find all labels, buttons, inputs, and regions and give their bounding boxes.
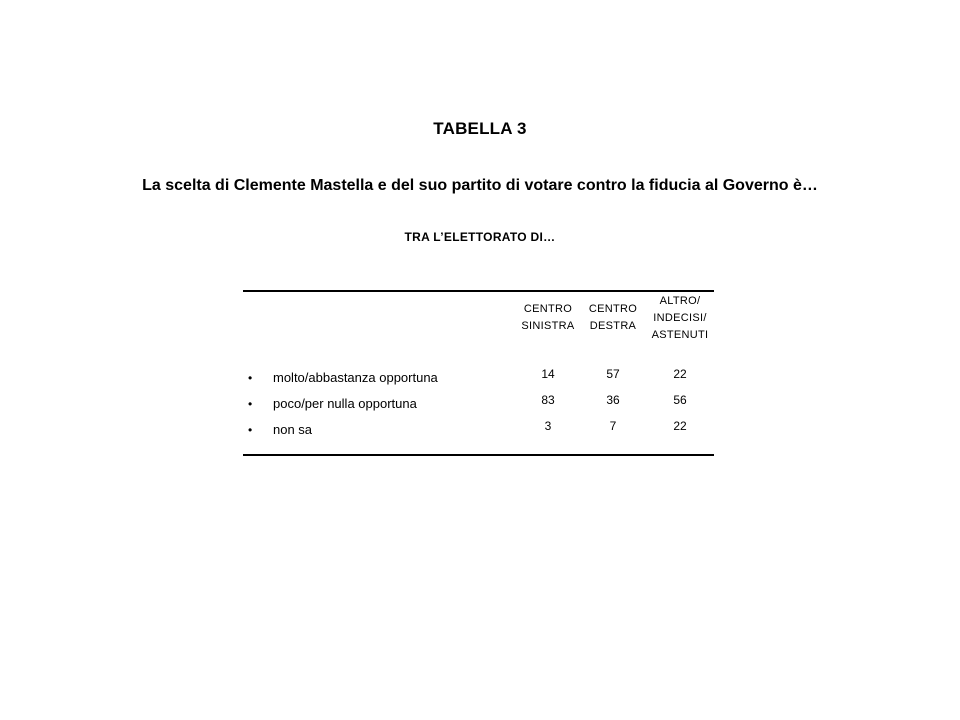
- table-row-label: [243, 370, 438, 386]
- row-label-text: non sa: [273, 422, 313, 437]
- bullet-icon: •: [248, 397, 253, 411]
- table-top-rule: [243, 290, 714, 292]
- table-cell: 14: [541, 367, 555, 381]
- column-header-centro-destra: [578, 301, 648, 335]
- column-header-line: ALTRO/: [659, 295, 701, 307]
- column-header-line: CENTRO: [523, 303, 573, 315]
- section-label: TRA L’ELETTORATO DI…: [404, 230, 556, 244]
- column-header-line: CENTRO: [588, 303, 638, 315]
- bullet-icon: •: [248, 371, 253, 385]
- document-subtitle: La scelta di Clemente Mastella e del suo partito di votare contro la fiducia al Governo è…: [142, 177, 818, 194]
- table-cell: 22: [673, 419, 687, 433]
- results-table: [243, 290, 714, 457]
- column-header-line: SINISTRA: [521, 320, 575, 332]
- table-cell: 36: [606, 393, 620, 407]
- row-label-text: poco/per nulla opportuna: [273, 396, 417, 411]
- table-cell: 22: [673, 367, 687, 381]
- table-cell: 56: [673, 393, 687, 407]
- column-header-line: ASTENUTI: [651, 329, 709, 341]
- document-title: TABELLA 3: [433, 119, 527, 138]
- table-cell: 3: [544, 419, 552, 433]
- table-bottom-rule: [243, 454, 714, 456]
- table-cell: 83: [541, 393, 555, 407]
- bullet-icon: •: [248, 423, 253, 437]
- table-cell: 7: [609, 419, 617, 433]
- row-label-text: molto/abbastanza opportuna: [273, 370, 438, 385]
- column-header-line: INDECISI/: [653, 312, 707, 324]
- table-row-label: [243, 396, 417, 412]
- table-row-label: [243, 422, 312, 438]
- column-header-line: DESTRA: [589, 320, 637, 332]
- table-cell: 57: [606, 367, 620, 381]
- column-header-altro-indecisi-astenuti: [641, 293, 719, 344]
